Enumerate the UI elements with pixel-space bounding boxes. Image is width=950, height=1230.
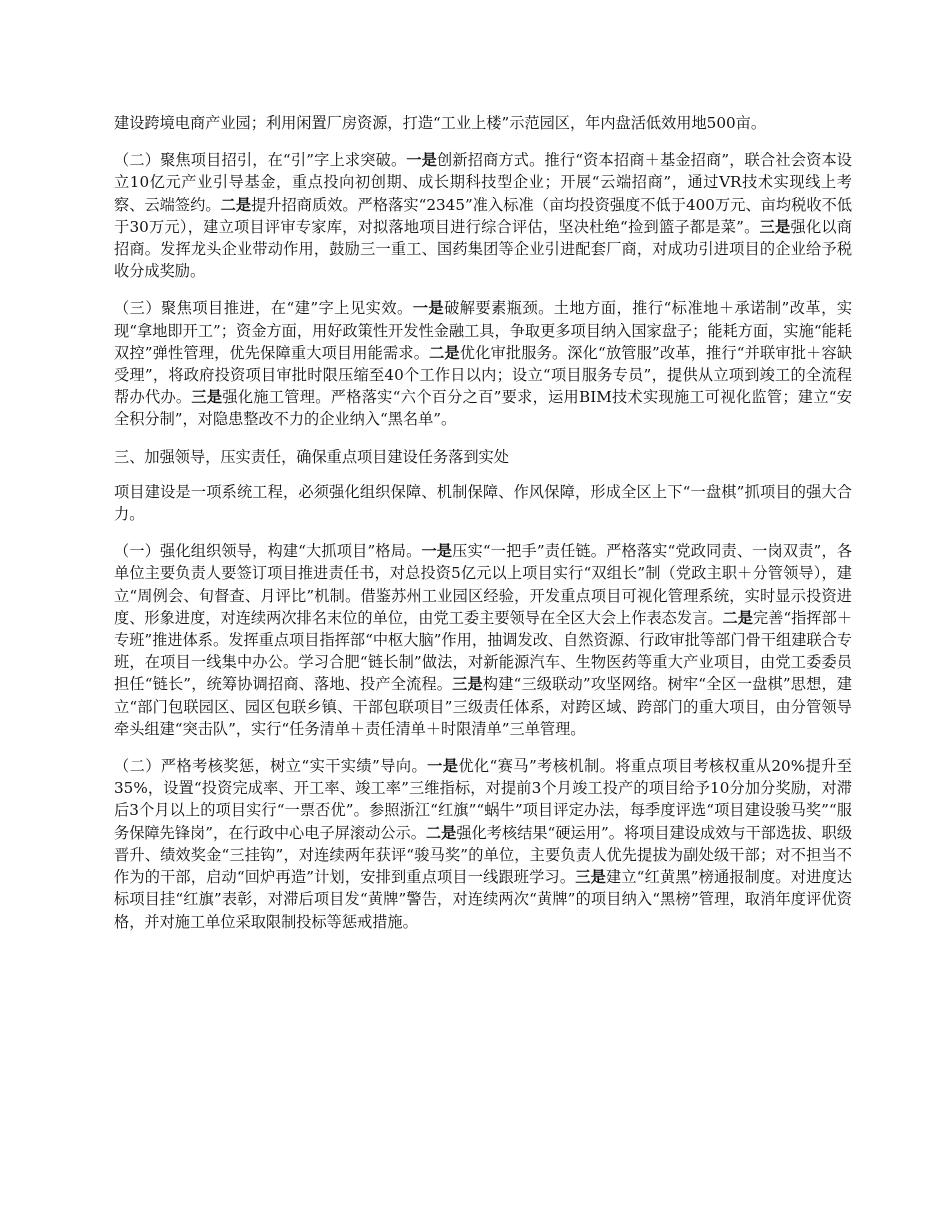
paragraph-text: 破解要素瓶颈。土地方面，推行“标准地＋承诺制”改革，实现“拿地即开工”；资金方面，用好政策性开发性金融工具，争取更多项目纳入国家盘子；能耗方面，实施“能耗双控”弹性管理，优先保障重大项目用能需求。 — [114, 299, 853, 362]
paragraph-text: （二）聚焦项目招引，在“引”字上求突破。 — [114, 151, 407, 170]
paragraph — [114, 540, 852, 740]
emphasis-marker: 三是 — [452, 675, 483, 694]
paragraph-text: 提升招商质效。严格落实“2345”准入标准（亩均投资强度不低于400万元、亩均税收不低于30万元），建立项目评审专家库，对拟落地项目进行综合评估，坚决杜绝“捡到篮子都是菜”。 — [114, 195, 853, 236]
paragraph-text: 压实“一把手”责任链。严格落实“党政同责、一岗双责”，各单位主要负责人要签订项目推进责任书，对总投资5亿元以上项目实行“双组长”制（党政主职＋分管领导），建立“周例会、旬督查、月评比”机制。借鉴苏州工业园区经验，开发重点项目可视化管理系统，实时显示投资进度、形象进度，对连续两次排名末位的单位，由党工委主要领导在全区大会上作表态发言。 — [114, 542, 853, 627]
paragraph-text: 强化施工管理。严格落实“六个百分之百”要求，运用BIM技术实现施工可视化监管；建立“安全积分制”，对隐患整改不力的企业纳入“黑名单”。 — [114, 388, 853, 429]
paragraph-text: 优化“赛马”考核机制。将重点项目考核权重从20%提升至35%，设置“投资完成率、开工率、竣工率”三维指标，对提前3个月竣工投产的项目给予10分加分奖励，对滞后3个月以上的项目实行“一票否优”。参照浙江“红旗”“蜗牛”项目评定办法，每季度评选“项目建设骏马奖”“服务保障先锋岗”，在行政中心电子屏滚动公示。 — [114, 757, 852, 842]
paragraph-text: 三、加强领导，压实责任，确保重点项目建设任务落到实处 — [114, 447, 509, 466]
paragraph-text: 构建“三级联动”攻坚网络。树牢“全区一盘棋”思想，建立“部门包联园区、园区包联乡镇、干部包联项目”三级责任体系，对跨区域、跨部门的重大项目，由分管领导牵头组建“突击队”，实行“任务清单＋责任清单＋时限清单”三单管理。 — [114, 675, 853, 738]
paragraph-text: （三）聚焦项目推进，在“建”字上见实效。 — [114, 299, 413, 318]
paragraph-text: 项目建设是一项系统工程，必须强化组织保障、机制保障、作风保障，形成全区上下“一盘棋”抓项目的强大合力。 — [114, 482, 852, 524]
paragraph-text: （二）严格考核奖惩，树立“实干实绩”导向。 — [114, 757, 428, 776]
emphasis-marker: 一是 — [406, 151, 438, 170]
emphasis-marker: 一是 — [427, 757, 459, 776]
emphasis-marker: 二是 — [220, 195, 252, 214]
paragraph-text: 强化以商招商。发挥龙头企业带动作用，鼓励三一重工、国药集团等企业引进配套厂商，对成功引进项目的企业给予税收分成奖励。 — [114, 217, 853, 281]
section-heading — [114, 446, 852, 468]
paragraph — [114, 112, 852, 134]
emphasis-marker: 二是 — [429, 343, 460, 362]
paragraph-text: 建立“红黄黑”榜通报制度。对进度达标项目挂“红旗”表彰，对滞后项目发“黄牌”警告，对连续两次“黄牌”的项目纳入“黑榜”管理，取消年度评优资格，并对施工单位采取限制投标等惩戒措施。 — [114, 868, 853, 931]
paragraph — [114, 297, 852, 430]
emphasis-marker: 二是 — [722, 608, 753, 627]
emphasis-marker: 三是 — [191, 388, 223, 407]
paragraph-text: 完善“指挥部＋专班”推进体系。发挥重点项目指挥部“中枢大脑”作用，抽调发改、自然资源、行政审批等部门骨干组建联合专班，在项目一线集中办公。学习合肥“链长制”做法，对新能源汽车、生物医药等重大产业项目，由党工委委员担任“链长”，统筹协调招商、落地、投产全流程。 — [114, 608, 853, 694]
paragraph — [114, 755, 852, 933]
emphasis-marker: 三是 — [575, 868, 606, 887]
paragraph-text: 强化考核结果“硬运用”。将项目建设成效与干部选拔、职级晋升、绩效奖金“三挂钩”，对连续两年获评“骏马奖”的单位，主要负责人优先提拔为副处级干部；对不担当不作为的干部，启动“回炉再造”计划，安排到重点项目一线跟班学习。 — [114, 823, 853, 887]
paragraph — [114, 149, 852, 282]
paragraph-text: 优化审批服务。深化“放管服”改革，推行“并联审批＋容缺受理”，将政府投资项目审批时限压缩至40个工作日以内；设立“项目服务专员”，提供从立项到竣工的全流程帮办代办。 — [114, 343, 853, 407]
paragraph-text: 建设跨境电商产业园；利用闲置厂房资源，打造“工业上楼”示范园区，年内盘活低效用地500亩。 — [114, 114, 767, 132]
emphasis-marker: 一是 — [421, 542, 453, 561]
paragraph-text: （一）强化组织领导，构建“大抓项目”格局。 — [114, 542, 422, 561]
paragraph-text: 创新招商方式。推行“资本招商＋基金招商”，联合社会资本设立10亿元产业引导基金，重点投向初创期、成长期科技型企业；开展“云端招商”，通过VR技术实现线上考察、云端签约。 — [114, 151, 852, 214]
document-body — [114, 112, 852, 948]
emphasis-marker: 一是 — [412, 299, 445, 318]
emphasis-marker: 三是 — [759, 217, 791, 236]
emphasis-marker: 二是 — [425, 823, 457, 842]
paragraph — [114, 481, 852, 525]
